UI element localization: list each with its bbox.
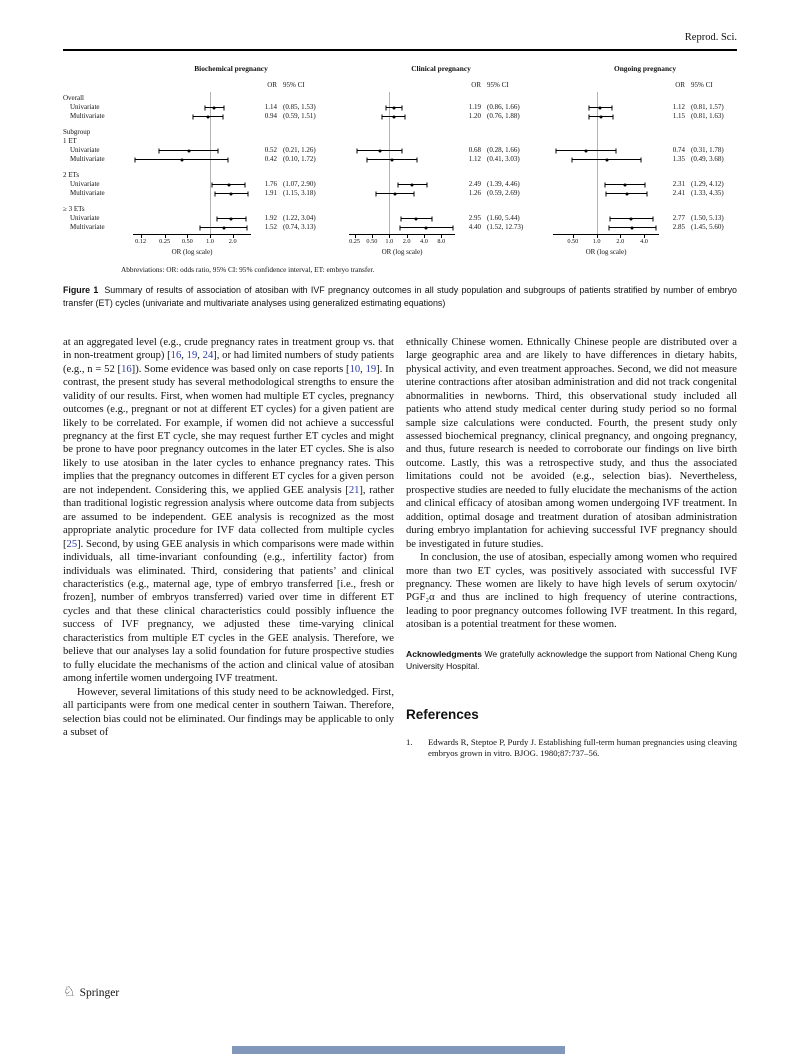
x-axis	[133, 234, 251, 248]
ci-whisker	[553, 146, 659, 155]
or-value: 2.77	[672, 214, 685, 222]
forest-plot-area	[133, 81, 251, 256]
forest-row-gap	[63, 121, 133, 128]
forest-value-row	[455, 128, 533, 137]
axis-tick-label: 2.0	[228, 238, 237, 245]
ci-whisker	[349, 146, 455, 155]
forest-row-label: Univariate	[70, 180, 100, 188]
ci-whisker	[349, 112, 455, 121]
forest-row-label: Multivariate	[70, 223, 105, 231]
forest-plot-row	[133, 155, 251, 164]
axis-tick-label: 2.0	[616, 238, 625, 245]
or-value: 0.74	[672, 146, 685, 154]
forest-plot-row	[349, 214, 455, 223]
forest-row-label: Overall	[63, 94, 84, 102]
paragraph: at an aggregated level (e.g., crude pregnancy rates in treatment group vs. that in non-treatment group) [16, 19, 24], or had limited numbers of study patients (e.g., n = 52 [16]). Some evidence was based only on case reports [10, 19]. In contrast, the present study has several methodological strengths to ensure the validity of our results. First, when women had multiple ET cycles, pregnancy outcomes (e.g., pregnant or not at different ET cycles) for a given patient are likely to be correlated. For example, if women did not achieve a successful pregnancy at the first ET cycle, she may request further ET cycles and might be prone to have poor pregnancy outcomes in the later ET cycles. She is also likely to use atosiban in the later cycles to enhance pregnancy rates. This implies that the pregnancy outcomes in different ET cycles for a given person are not independent. Considering this, we applied GEE analysis [21], rather than traditional logistic regression analysis where outcome data from subjects are assumed to be independent. GEE analysis is recognized as the most appropriate analytic procedure for IVF data collected from multiple cycles [25]. Second, by using GEE analysis in which comparisons were made within individuals, all time-invariant confounding (e.g., infertility factor) from individuals was eliminated. Third, considering that patients’ and clinical characteristics (e.g., maternal age, type of embryo transferred [i.e., fresh or frozen], number of embryos transferred) varied over time in different ET cycles and that these clinical characteristics could possibly influence the success of IVF pregnancy, we adjusted these time-varying clinical characteristics from multiple ET cycles in the GEE analysis. Therefore, we believe that our analyses lay a solid foundation for future prospective studies to fully elucidate the mechanisms of the action and clinical value of atosiban among infertile women undergoing IVF treatment.	[63, 336, 395, 685]
panel-title: Clinical pregnancy	[411, 64, 471, 73]
forest-plot-row	[553, 171, 659, 180]
body-text	[63, 336, 737, 760]
forest-value-row	[659, 94, 737, 103]
forest-value-row	[659, 112, 737, 121]
forest-value-row	[659, 198, 737, 205]
ci-whisker	[133, 180, 251, 189]
forest-plot-row	[553, 205, 659, 214]
ci-value: (1.60, 5.44)	[487, 214, 520, 222]
ci-value: (1.15, 3.18)	[283, 189, 316, 197]
forest-plot-row	[553, 223, 659, 232]
forest-value-row	[659, 223, 737, 232]
ci-value: (1.50, 5.13)	[691, 214, 724, 222]
axis-tick-label: 0.50	[366, 238, 378, 245]
forest-plot-row	[349, 128, 455, 137]
or-value: 1.26	[468, 189, 481, 197]
forest-row-label: ≥ 3 ETs	[63, 205, 85, 213]
forest-plot-row	[349, 137, 455, 146]
ci-value: (0.28, 1.66)	[487, 146, 520, 154]
x-axis-label: OR (log scale)	[381, 248, 423, 256]
forest-plot-row	[349, 189, 455, 198]
references-heading: References	[406, 707, 479, 723]
forest-row-gap	[63, 198, 133, 205]
ci-value: (1.33, 4.35)	[691, 189, 724, 197]
forest-plot-row	[553, 146, 659, 155]
forest-value-row	[455, 171, 533, 180]
forest-plot-row	[553, 112, 659, 121]
forest-plot-row	[553, 103, 659, 112]
x-axis-label: OR (log scale)	[171, 248, 213, 256]
forest-value-row	[251, 137, 329, 146]
citation-link[interactable]: 21	[348, 484, 360, 496]
plot-spacer	[349, 81, 455, 94]
forest-row-gap	[63, 164, 133, 171]
forest-value-row	[251, 171, 329, 180]
or-value: 1.15	[672, 112, 685, 120]
citation-link[interactable]: 10	[349, 363, 361, 375]
forest-value-row	[659, 205, 737, 214]
citation-link[interactable]: 16	[170, 350, 182, 362]
forest-value-row	[251, 103, 329, 112]
col-header-ci: 95% CI	[487, 81, 509, 89]
forest-plot-row	[349, 171, 455, 180]
forest-plot-area	[553, 81, 659, 256]
body-column-right	[406, 336, 737, 760]
forest-value-row	[455, 146, 533, 155]
forest-values-column	[455, 81, 533, 256]
axis-tick-label: 0.50	[567, 238, 579, 245]
axis-tick-label: 8.0	[437, 238, 446, 245]
ci-value: (1.29, 4.12)	[691, 180, 724, 188]
forest-row-label: Univariate	[70, 214, 100, 222]
forest-value-row	[659, 155, 737, 164]
or-value: 1.20	[468, 112, 481, 120]
citation-link[interactable]: 16	[121, 363, 132, 375]
ci-value: (0.41, 3.03)	[487, 155, 520, 163]
figure-caption-label: Figure 1	[63, 285, 99, 295]
springer-horse-icon: ♘	[63, 985, 76, 1000]
forest-plot-row	[553, 121, 659, 128]
forest-value-row	[251, 164, 329, 171]
ci-whisker	[553, 223, 659, 232]
forest-value-row	[659, 180, 737, 189]
forest-value-row	[251, 112, 329, 121]
header-rule	[63, 49, 737, 51]
forest-plot-row	[349, 164, 455, 171]
bottom-scrollbar[interactable]	[232, 1046, 565, 1054]
figure-abbreviations: Abbreviations: OR: odds ratio, 95% CI: 95% confidence interval, ET: embryo transfer.	[121, 265, 375, 274]
forest-value-row	[251, 128, 329, 137]
col-header-or: OR	[471, 81, 481, 89]
forest-plot-row	[133, 137, 251, 146]
forest-plot-row	[133, 103, 251, 112]
reference-number: 1.	[406, 736, 413, 747]
forest-plot-row	[133, 205, 251, 214]
ci-value: (0.49, 3.68)	[691, 155, 724, 163]
springer-logo	[63, 986, 119, 1000]
forest-plot-row	[133, 189, 251, 198]
forest-values-column	[659, 81, 737, 256]
or-value: 2.31	[672, 180, 685, 188]
axis-tick-label: 0.50	[181, 238, 193, 245]
paragraph: In conclusion, the use of atosiban, especially among women who required more than two ET cycles, was positively associated with successful IVF pregnancy. These women are likely to have high levels of serum oxytocin/ PGF₂α and thus are inclined to high frequency of uterine contractions, leading to poor pregnancy outcomes following IVF treatment. In this regard, atosiban is a potential treatment for these women.	[406, 552, 737, 631]
reference-text: Edwards R, Steptoe P, Purdy J. Establishing full-term human pregnancies using cleaving embryos grown in vitro. BJOG. 1980;87:737–56.	[428, 736, 737, 759]
forest-row-label: Subgroup	[63, 128, 91, 136]
plot-spacer	[133, 81, 251, 94]
acknowledgments-label: Acknowledgments	[406, 648, 482, 659]
forest-plot-row	[349, 223, 455, 232]
forest-panel-biochemical	[133, 64, 329, 256]
or-value: 2.41	[672, 189, 685, 197]
or-value: 0.68	[468, 146, 481, 154]
ci-value: (0.74, 3.13)	[283, 223, 316, 231]
ci-value: (1.22, 3.04)	[283, 214, 316, 222]
forest-panel-clinical	[349, 64, 533, 256]
forest-plot-row	[133, 164, 251, 171]
forest-row-label: Multivariate	[70, 189, 105, 197]
forest-values-column	[251, 81, 329, 256]
forest-value-row	[455, 164, 533, 171]
forest-row-label: Multivariate	[70, 112, 105, 120]
forest-value-row	[659, 137, 737, 146]
forest-value-row	[455, 198, 533, 205]
forest-value-row	[455, 103, 533, 112]
paragraph: ethnically Chinese women. Ethnically Chinese people are distributed over a large geographic area and are likely to have differences in dietary habits, physical activity, and even treatment approaches. Second, we did not measure uterine contractions after atosiban administration and did not track congenital abnormalities in newborns. Third, this observational study included all patients who attend study medical center during study period so no formal sample size calculations were conducted. Fourth, the present study only assessed biochemical pregnancy, clinical pregnancy, and ongoing pregnancy, and thus, future research is needed to corroborate our findings on live birth outcome. Lastly, this was a retrospective study, and thus the associated limitations could not be avoided (e.g., selection bias). Nevertheless, prospective studies are needed to fully elucidate the mechanisms of the action and clinical efficacy of atosiban among women undergoing IVF treatment. In addition, optimal dosage and treatment duration of atosiban administration during embryo implantation for achieving successful IVF pregnancy should be investigated in future studies.	[406, 336, 737, 550]
ci-value: (0.85, 1.53)	[283, 103, 316, 111]
axis-tick-label: 1.0	[385, 238, 394, 245]
forest-row-label: 2 ETs	[63, 171, 80, 179]
forest-row-label: 1 ET	[63, 137, 77, 145]
reference-item	[406, 737, 737, 760]
or-value: 1.91	[264, 189, 277, 197]
ci-value: (0.59, 2.69)	[487, 189, 520, 197]
forest-value-row	[659, 214, 737, 223]
or-value: 1.52	[264, 223, 277, 231]
forest-value-row	[251, 198, 329, 205]
forest-plot-row	[349, 205, 455, 214]
axis-tick-label: 4.0	[640, 238, 648, 245]
ci-value: (1.45, 5.60)	[691, 223, 724, 231]
or-value: 1.12	[672, 103, 685, 111]
ci-whisker	[133, 112, 251, 121]
forest-plot-row	[553, 214, 659, 223]
forest-value-row	[455, 112, 533, 121]
ci-value: (0.81, 1.57)	[691, 103, 724, 111]
axis-tick-label: 0.25	[159, 238, 171, 245]
forest-value-row	[251, 180, 329, 189]
forest-value-row	[251, 214, 329, 223]
forest-plot-row	[133, 121, 251, 128]
forest-plot-area	[349, 81, 455, 256]
axis-tick-label: 4.0	[420, 238, 428, 245]
panel-title: Ongoing pregnancy	[613, 64, 677, 73]
forest-value-row	[251, 155, 329, 164]
forest-value-row	[659, 189, 737, 198]
forest-row-label: Univariate	[70, 103, 100, 111]
forest-value-row	[455, 223, 533, 232]
ci-value: (0.10, 1.72)	[283, 155, 316, 163]
ci-whisker	[133, 214, 251, 223]
forest-value-row	[455, 205, 533, 214]
forest-value-row	[455, 214, 533, 223]
or-value: 1.76	[264, 180, 277, 188]
body-column-left	[63, 336, 394, 760]
or-value: 4.40	[468, 223, 481, 231]
axis-tick-label: 2.0	[402, 238, 411, 245]
or-value: 0.52	[264, 146, 277, 154]
forest-value-row	[455, 155, 533, 164]
forest-value-row	[659, 121, 737, 128]
forest-plot-row	[553, 164, 659, 171]
panel-title: Biochemical pregnancy	[194, 64, 268, 73]
ci-whisker	[133, 223, 251, 232]
ci-value: (0.31, 1.78)	[691, 146, 724, 154]
ci-value: (1.52, 12.73)	[487, 223, 524, 231]
citation-link[interactable]: 19	[365, 363, 377, 375]
col-header-ci: 95% CI	[691, 81, 713, 89]
or-value: 2.49	[468, 180, 481, 188]
ci-whisker	[133, 146, 251, 155]
ci-whisker	[553, 214, 659, 223]
forest-plot-row	[133, 180, 251, 189]
forest-value-row	[251, 205, 329, 214]
figure-1-forest-plots	[63, 64, 737, 274]
or-value: 1.14	[264, 103, 277, 111]
forest-plot-row	[553, 189, 659, 198]
forest-value-row	[251, 223, 329, 232]
ci-whisker	[553, 180, 659, 189]
forest-plot-row	[133, 214, 251, 223]
forest-value-row	[455, 137, 533, 146]
forest-value-row	[659, 171, 737, 180]
ci-whisker	[349, 189, 455, 198]
ci-whisker	[349, 214, 455, 223]
x-axis	[349, 234, 455, 248]
forest-value-row	[659, 128, 737, 137]
ci-whisker	[133, 189, 251, 198]
axis-tick-label: 1.0	[206, 238, 214, 245]
citation-link[interactable]: 24	[202, 350, 214, 362]
forest-plot-row	[553, 180, 659, 189]
forest-value-row	[659, 103, 737, 112]
forest-plot-row	[349, 180, 455, 189]
or-value: 2.85	[672, 223, 685, 231]
forest-value-row	[455, 121, 533, 128]
col-header-or: OR	[675, 81, 685, 89]
or-value: 1.92	[264, 214, 277, 222]
forest-plot-row	[349, 112, 455, 121]
forest-plot-row	[349, 94, 455, 103]
ci-whisker	[349, 155, 455, 164]
forest-value-row	[251, 146, 329, 155]
ci-whisker	[553, 189, 659, 198]
or-value: 2.95	[468, 214, 481, 222]
axis-tick-label: 0.25	[349, 238, 361, 245]
ci-value: (0.59, 1.51)	[283, 112, 316, 120]
forest-plot-row	[349, 146, 455, 155]
forest-plot-row	[349, 121, 455, 128]
forest-plot-row	[133, 128, 251, 137]
ci-value: (0.21, 1.26)	[283, 146, 316, 154]
forest-value-row	[251, 94, 329, 103]
references-list	[406, 737, 737, 760]
forest-value-row	[659, 146, 737, 155]
forest-plot-row	[133, 223, 251, 232]
ci-whisker	[553, 103, 659, 112]
forest-plot-row	[349, 198, 455, 205]
forest-plot-row	[133, 198, 251, 205]
forest-plot-row	[349, 103, 455, 112]
forest-plot-row	[553, 155, 659, 164]
ci-value: (0.86, 1.66)	[487, 103, 520, 111]
ci-whisker	[133, 155, 251, 164]
or-value: 0.94	[264, 112, 277, 120]
ci-whisker	[133, 103, 251, 112]
forest-plot-row	[553, 137, 659, 146]
forest-row-label: Multivariate	[70, 155, 105, 163]
forest-label-column	[63, 64, 133, 256]
ci-whisker	[553, 112, 659, 121]
acknowledgments	[406, 648, 737, 672]
plot-spacer	[553, 81, 659, 94]
ci-whisker	[553, 155, 659, 164]
or-value: 0.42	[264, 155, 277, 163]
or-value: 1.35	[672, 155, 685, 163]
forest-value-row	[251, 189, 329, 198]
ci-value: (1.07, 2.90)	[283, 180, 316, 188]
citation-link[interactable]: 25	[66, 538, 78, 550]
forest-plot-row	[133, 146, 251, 155]
ci-value: (0.76, 1.88)	[487, 112, 520, 120]
forest-plot-row	[553, 128, 659, 137]
or-value: 1.12	[468, 155, 481, 163]
publisher-name: Springer	[79, 987, 120, 999]
figure-caption-text: Summary of results of association of atosiban with IVF pregnancy outcomes in all study population and subgroups of patients stratified by number of embryo transfer (ET) cycles (univariate and multivariate analyses using generalized estimating equations)	[63, 285, 737, 308]
forest-plot-row	[133, 112, 251, 121]
citation-link[interactable]: 19	[186, 350, 198, 362]
axis-tick-label: 1.0	[592, 238, 601, 245]
col-header-ci: 95% CI	[283, 81, 305, 89]
or-value: 1.19	[468, 103, 481, 111]
forest-plot-row	[133, 94, 251, 103]
x-axis	[553, 234, 659, 248]
forest-plot-row	[349, 155, 455, 164]
forest-plot-row	[133, 171, 251, 180]
forest-plot-row	[553, 198, 659, 205]
forest-value-row	[455, 94, 533, 103]
ci-value: (1.39, 4.46)	[487, 180, 520, 188]
acknowledgments-text: We gratefully acknowledge the support from National Cheng Kung University Hospital.	[406, 648, 738, 671]
ci-whisker	[349, 223, 455, 232]
ci-whisker	[349, 180, 455, 189]
forest-value-row	[455, 189, 533, 198]
col-header-or: OR	[267, 81, 277, 89]
ci-value: (0.81, 1.63)	[691, 112, 724, 120]
ci-whisker	[349, 103, 455, 112]
axis-tick-label: 0.12	[135, 238, 147, 245]
figure-caption	[63, 284, 737, 310]
paragraph: However, several limitations of this study need to be acknowledged. First, all participants were from one medical center in southern Taiwan. Therefore, selection bias could not be eliminated. Our findings may be applicable to only a subset of	[63, 686, 394, 738]
forest-row-label: Univariate	[70, 146, 100, 154]
forest-panel-ongoing	[553, 64, 737, 256]
forest-value-row	[659, 164, 737, 171]
x-axis-label: OR (log scale)	[585, 248, 627, 256]
forest-plot-row	[553, 94, 659, 103]
forest-value-row	[251, 121, 329, 128]
running-head: Reprod. Sci.	[684, 32, 737, 43]
forest-value-row	[455, 180, 533, 189]
